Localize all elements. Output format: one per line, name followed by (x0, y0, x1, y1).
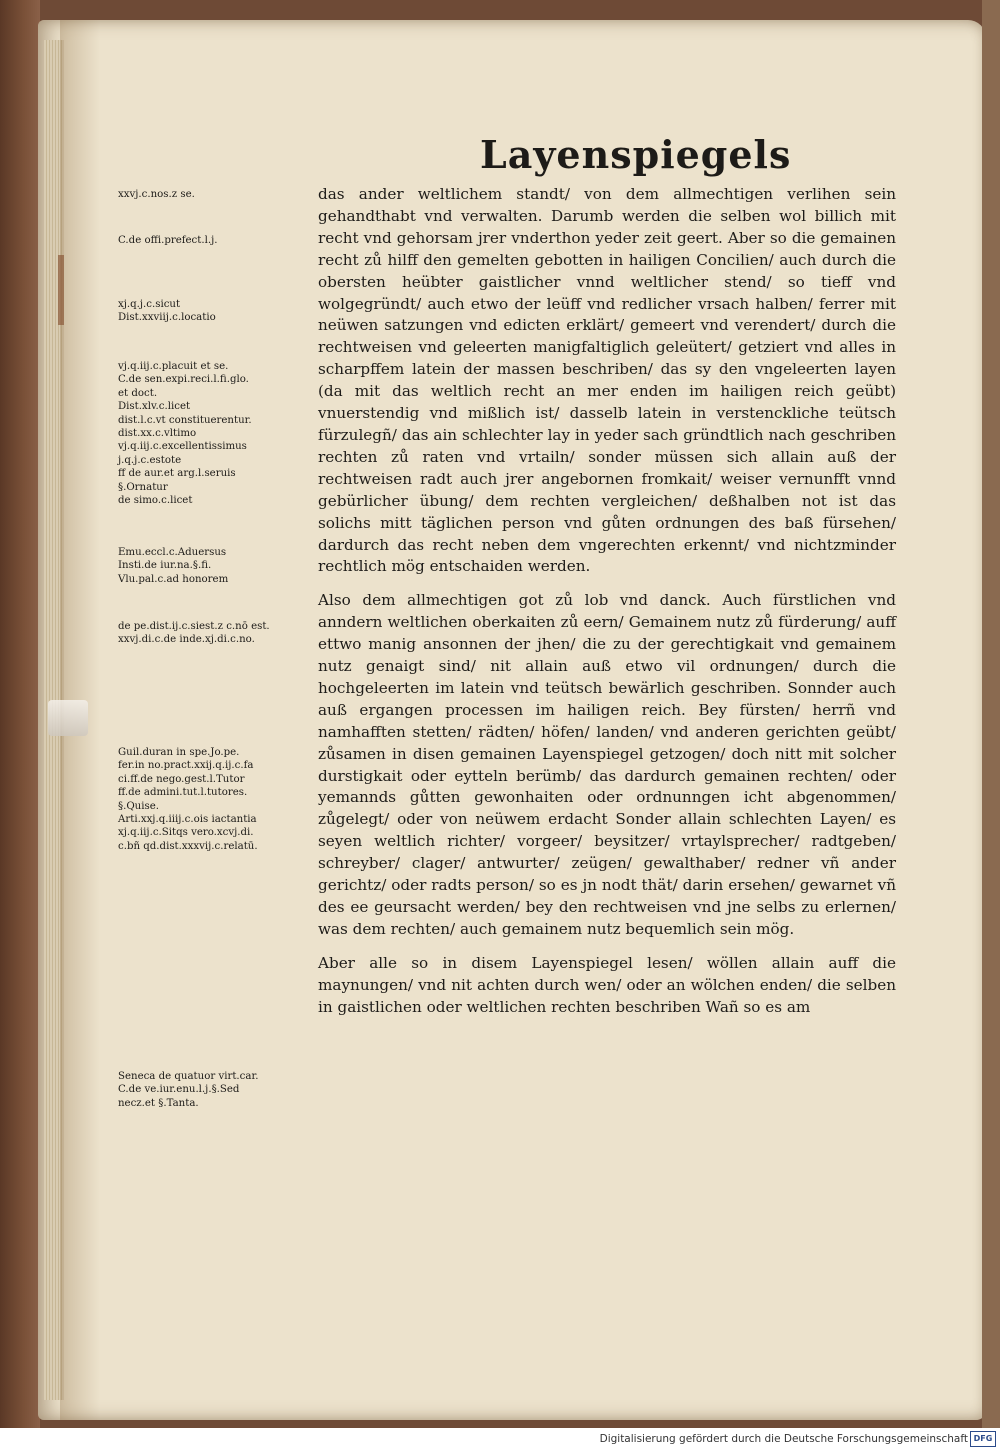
marginal-note-1: xxvj.c.nos.z se. (118, 189, 195, 200)
marginal-note-2: C.de offi.prefect.l.j. (118, 235, 218, 246)
paragraph-1: das ander weltlichem standt/ von dem allmechtigen verlihen sein gehandthabt vnd verwalten. Darumb werden die selben wol billich mit recht vnd gehorsam jrer vnderthon yeder zeit geert. Aber so die gemainen recht zů hilff den gemelten gebotten in hailigen Concilien/ auch durch die obersten heübter gaistlicher vnnd weltlicher stend/ so tieff vnd wolgegründt/ auch etwo der leüff vnd redlicher vrsach halben/ ferrer mit neüwen satzungen vnd edicten erklärt/ gemeert vnd verendert/ durch die rechtweisen vnd geleerten manigfaltiglich geleütert/ getziert vnd alles in scharpffem latein der massen beschriben/ das sy den vngeleerten layen (da mit das weltlich recht an mer enden im hailigen reich geübt) vnuerstendig vnd mißlich ist/ dasselb latein in verstenckliche teütsch fürzulegñ/ das ain schlechter lay in yeder sach gründtlich nach geschriben rechten zů raten vnd vrtailn/ sonder müssen sich allain auß der rechtweisen radt auch jrer angebornen fromkait/ weiser vernunfft vnnd gebürlicher übung/ dem rechten vergleichen/ deßhalben not ist das solichs mitt täglichen person vnd gůten ordnungen des baß fürsehen/ dardurch das recht neben dem vngerechten erkennt/ vnd nichtzminder rechtlich mög entschaiden werden. (318, 185, 896, 576)
running-heading: Layenspiegels (480, 132, 792, 177)
marginal-note-4: vj.q.iij.c.placuit et se. C.de sen.expi.reci.l.fi.glo. et doct. Dist.xlv.c.licet dist.l.c.vt constituerentur. dist.xx.c.vltimo vj.q.iij.c.excellentissimus j.q.j.c.estote ff de aur.et arg.l.seruis §.Ornatur de simo.c.licet (118, 361, 252, 507)
book-cover-edge (0, 0, 40, 1428)
marginal-note-5: Emu.eccl.c.Aduersus Insti.de iur.na.§.fi. Vlu.pal.c.ad honorem (118, 547, 229, 585)
marginal-note-8: Seneca de quatuor virt.car. C.de ve.iur.enu.l.j.§.Sed necz.et §.Tanta. (118, 1071, 259, 1109)
page-tab-mark (58, 255, 64, 325)
marginal-note-7: Guil.duran in spe.Jo.pe. fer.in no.pract.xxij.q.ij.c.fa ci.ff.de nego.gest.l.Tutor ff.de admini.tut.l.tutores. §.Quise. Arti.xxj.q.iiij.c.ois iactantia xj.q.iij.c.Sitqs vero.xcvj.di. c.bñ qd.dist.xxxvij.c.relatū. (118, 747, 258, 852)
funding-notice: Digitalisierung gefördert durch die Deutsche Forschungsgemeinschaft (599, 1433, 968, 1445)
page-clip (48, 700, 88, 736)
footer-bar (0, 1428, 1000, 1450)
marginal-note-3: xj.q.j.c.sicut Dist.xxviij.c.locatio (118, 299, 216, 324)
paragraph-2: Also dem allmechtigen got zů lob vnd danck. Auch fürstlichen vnd anndern weltlichen oberkaiten zů eern/ Gemainem nutz zů fürderung/ auff ettwo manig ansonnen der jhen/ die zu der gerechtigkait vnd gemainem nutz genaigt sind/ nit allain auß etwo vil ordnungen/ durch die hochgeleerten im latein vnd teütsch bewärlich geschriben. Sonnder auch auß ergangen processen im hailigen reich. Bey fürsten/ herrñ vnd namhafften stetten/ rädten/ höfen/ landen/ vnd anderen gerichten geübt/ zůsamen in disen gemainen Layenspiegel getzogen/ doch nitt mit solcher durstigkait oder eytteln berümb/ das dardurch gemainen rechten/ oder yemannds gůtten gewonhaiten oder ordnunngen icht abgenommen/ zůgelegt/ oder von neüwem erdacht Sonder allain schlechten Layen/ es seyen weltlich richter/ vorgeer/ beysitzer/ vrtaylsprecher/ radtgeben/ schreyber/ clager/ antwurter/ zeügen/ gewalthaber/ redner vñ ander gerichtz/ oder radts person/ so es jn nodt thät/ darin ersehen/ gewarnet vñ des ee geursacht werden/ bey den rechtweisen vnd jne selbs zu erlernen/ was dem rechten/ auch gemainem nutz bequemlich sein mög. (318, 591, 896, 938)
marginal-note-6: de pe.dist.ij.c.siest.z c.nō est. xxvj.di.c.de inde.xj.di.c.no. (118, 621, 270, 646)
main-text-column (318, 184, 896, 1019)
paragraph-3: Aber alle so in disem Layenspiegel lesen/ wöllen allain auff die maynungen/ vnd nit achten durch wen/ oder an wölchen enden/ die selben in gaistlichen oder weltlichen rechten beschriben Wañ so es am (318, 953, 896, 1016)
dfg-logo-icon: DFG (970, 1431, 996, 1447)
right-edge (982, 0, 1000, 1428)
